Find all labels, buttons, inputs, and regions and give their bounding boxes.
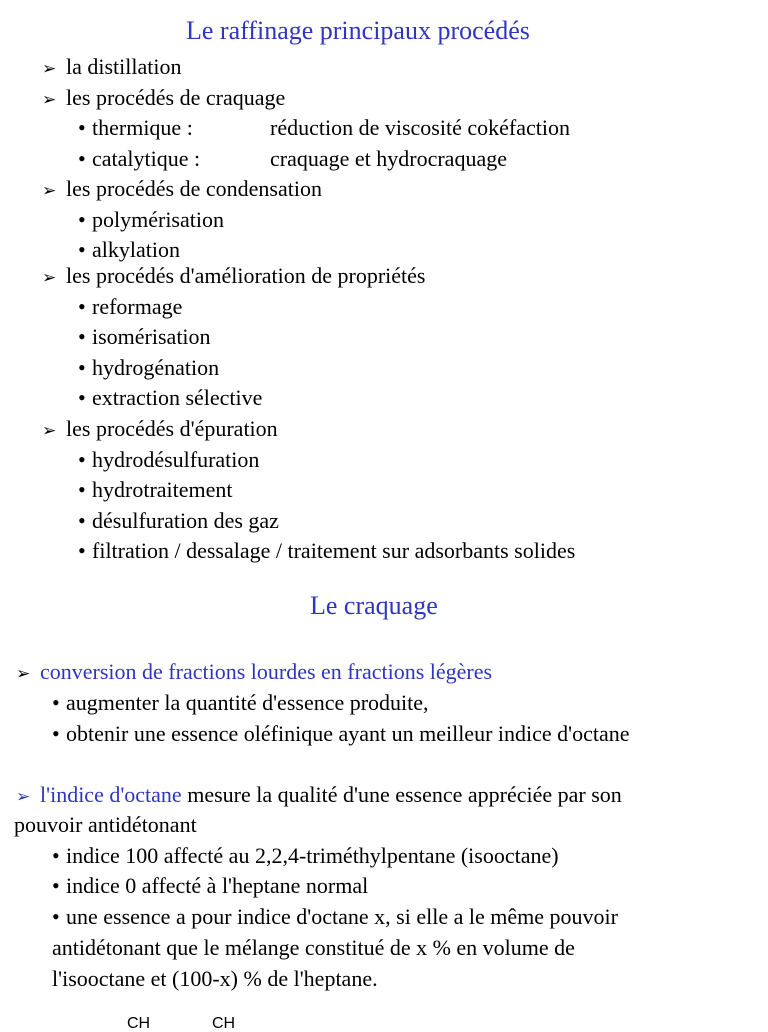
formula-ch-left: CH bbox=[127, 1015, 151, 1032]
section-heading-epuration bbox=[42, 416, 278, 444]
section-title-craquage: Le craquage bbox=[310, 591, 438, 620]
bullet-icon: • bbox=[78, 146, 86, 171]
section-heading-conversion bbox=[16, 659, 492, 687]
item-label: hydrogénation bbox=[92, 355, 220, 380]
definition-line3: l'isooctane et (100-x) % de l'heptane. bbox=[52, 966, 378, 991]
bullet-icon: • bbox=[78, 477, 86, 502]
list-item bbox=[52, 873, 368, 899]
item-label: filtration / dessalage / traitement sur adsorbants solides bbox=[92, 538, 576, 563]
list-item-thermique bbox=[78, 115, 193, 141]
item-label: la distillation bbox=[66, 54, 182, 79]
item-label: reformage bbox=[92, 294, 183, 319]
bullet-icon: • bbox=[78, 538, 86, 563]
list-item bbox=[78, 294, 182, 320]
list-item bbox=[52, 843, 559, 869]
item-label: hydrotraitement bbox=[92, 477, 233, 502]
item-label: polymérisation bbox=[92, 207, 224, 232]
item-label: indice 100 affecté au 2,2,4-triméthylpentane (isooctane) bbox=[66, 843, 559, 868]
list-item bbox=[52, 721, 630, 747]
catalytique-value: craquage et hydrocraquage bbox=[270, 146, 507, 171]
bullet-icon: • bbox=[78, 447, 86, 472]
octane-paragraph-line2: pouvoir antidétonant bbox=[14, 812, 197, 837]
bullet-icon: • bbox=[78, 294, 86, 319]
arrow-icon: ➢ bbox=[42, 421, 57, 441]
section-heading-craquage bbox=[42, 85, 285, 113]
list-item bbox=[78, 508, 279, 534]
heading-label: les procédés de condensation bbox=[66, 176, 322, 201]
bullet-icon: • bbox=[52, 721, 60, 746]
item-label: une essence a pour indice d'octane x, si elle a le même pouvoir bbox=[66, 904, 618, 929]
item-label: extraction sélective bbox=[92, 385, 263, 410]
list-item bbox=[52, 904, 618, 930]
arrow-icon: ➢ bbox=[42, 181, 57, 201]
thermique-value: réduction de viscosité cokéfaction bbox=[270, 115, 570, 140]
definition-line2: antidétonant que le mélange constitué de x % en volume de bbox=[52, 935, 575, 960]
item-label: catalytique : bbox=[92, 146, 201, 171]
arrow-icon: ➢ bbox=[16, 787, 31, 807]
bullet-icon: • bbox=[52, 873, 60, 898]
bullet-icon: • bbox=[52, 690, 60, 715]
bullet-icon: • bbox=[78, 237, 86, 262]
list-item bbox=[78, 355, 219, 381]
list-item bbox=[78, 477, 233, 503]
section-heading-amelioration bbox=[42, 263, 426, 291]
octane-text: mesure la qualité d'une essence appréciée par son bbox=[181, 782, 622, 807]
item-label: hydrodésulfuration bbox=[92, 447, 260, 472]
arrow-icon: ➢ bbox=[42, 268, 57, 288]
section-heading-condensation bbox=[42, 176, 322, 204]
octane-term: l'indice d'octane bbox=[40, 782, 182, 807]
item-label: thermique : bbox=[92, 115, 193, 140]
item-label: augmenter la quantité d'essence produite, bbox=[66, 690, 429, 715]
bullet-icon: • bbox=[78, 115, 86, 140]
formula-ch-right: CH bbox=[212, 1015, 236, 1032]
list-item bbox=[78, 447, 259, 473]
bullet-icon: • bbox=[52, 843, 60, 868]
heading-label: les procédés d'épuration bbox=[66, 416, 278, 441]
bullet-icon: • bbox=[78, 508, 86, 533]
bullet-icon: • bbox=[78, 355, 86, 380]
list-item bbox=[78, 207, 224, 233]
bullet-icon: • bbox=[52, 904, 60, 929]
list-item bbox=[78, 385, 262, 411]
list-item-distillation bbox=[42, 54, 182, 82]
page-title: Le raffinage principaux procédés bbox=[186, 16, 530, 45]
arrow-icon: ➢ bbox=[42, 90, 57, 110]
heading-label: les procédés de craquage bbox=[66, 85, 286, 110]
item-label: alkylation bbox=[92, 237, 180, 262]
bullet-icon: • bbox=[78, 385, 86, 410]
arrow-icon: ➢ bbox=[42, 59, 57, 79]
item-label: obtenir une essence oléfinique ayant un meilleur indice d'octane bbox=[66, 721, 630, 746]
item-label: isomérisation bbox=[92, 324, 211, 349]
list-item bbox=[78, 538, 575, 564]
list-item-catalytique bbox=[78, 146, 200, 172]
item-label: désulfuration des gaz bbox=[92, 508, 279, 533]
heading-label: les procédés d'amélioration de propriétés bbox=[66, 263, 426, 288]
bullet-icon: • bbox=[78, 324, 86, 349]
list-item bbox=[78, 324, 211, 350]
list-item bbox=[52, 690, 429, 716]
heading-label: conversion de fractions lourdes en fractions légères bbox=[40, 659, 493, 684]
arrow-icon: ➢ bbox=[16, 664, 31, 684]
list-item bbox=[78, 237, 180, 263]
octane-paragraph-line1 bbox=[16, 782, 622, 810]
bullet-icon: • bbox=[78, 207, 86, 232]
item-label: indice 0 affecté à l'heptane normal bbox=[66, 873, 369, 898]
